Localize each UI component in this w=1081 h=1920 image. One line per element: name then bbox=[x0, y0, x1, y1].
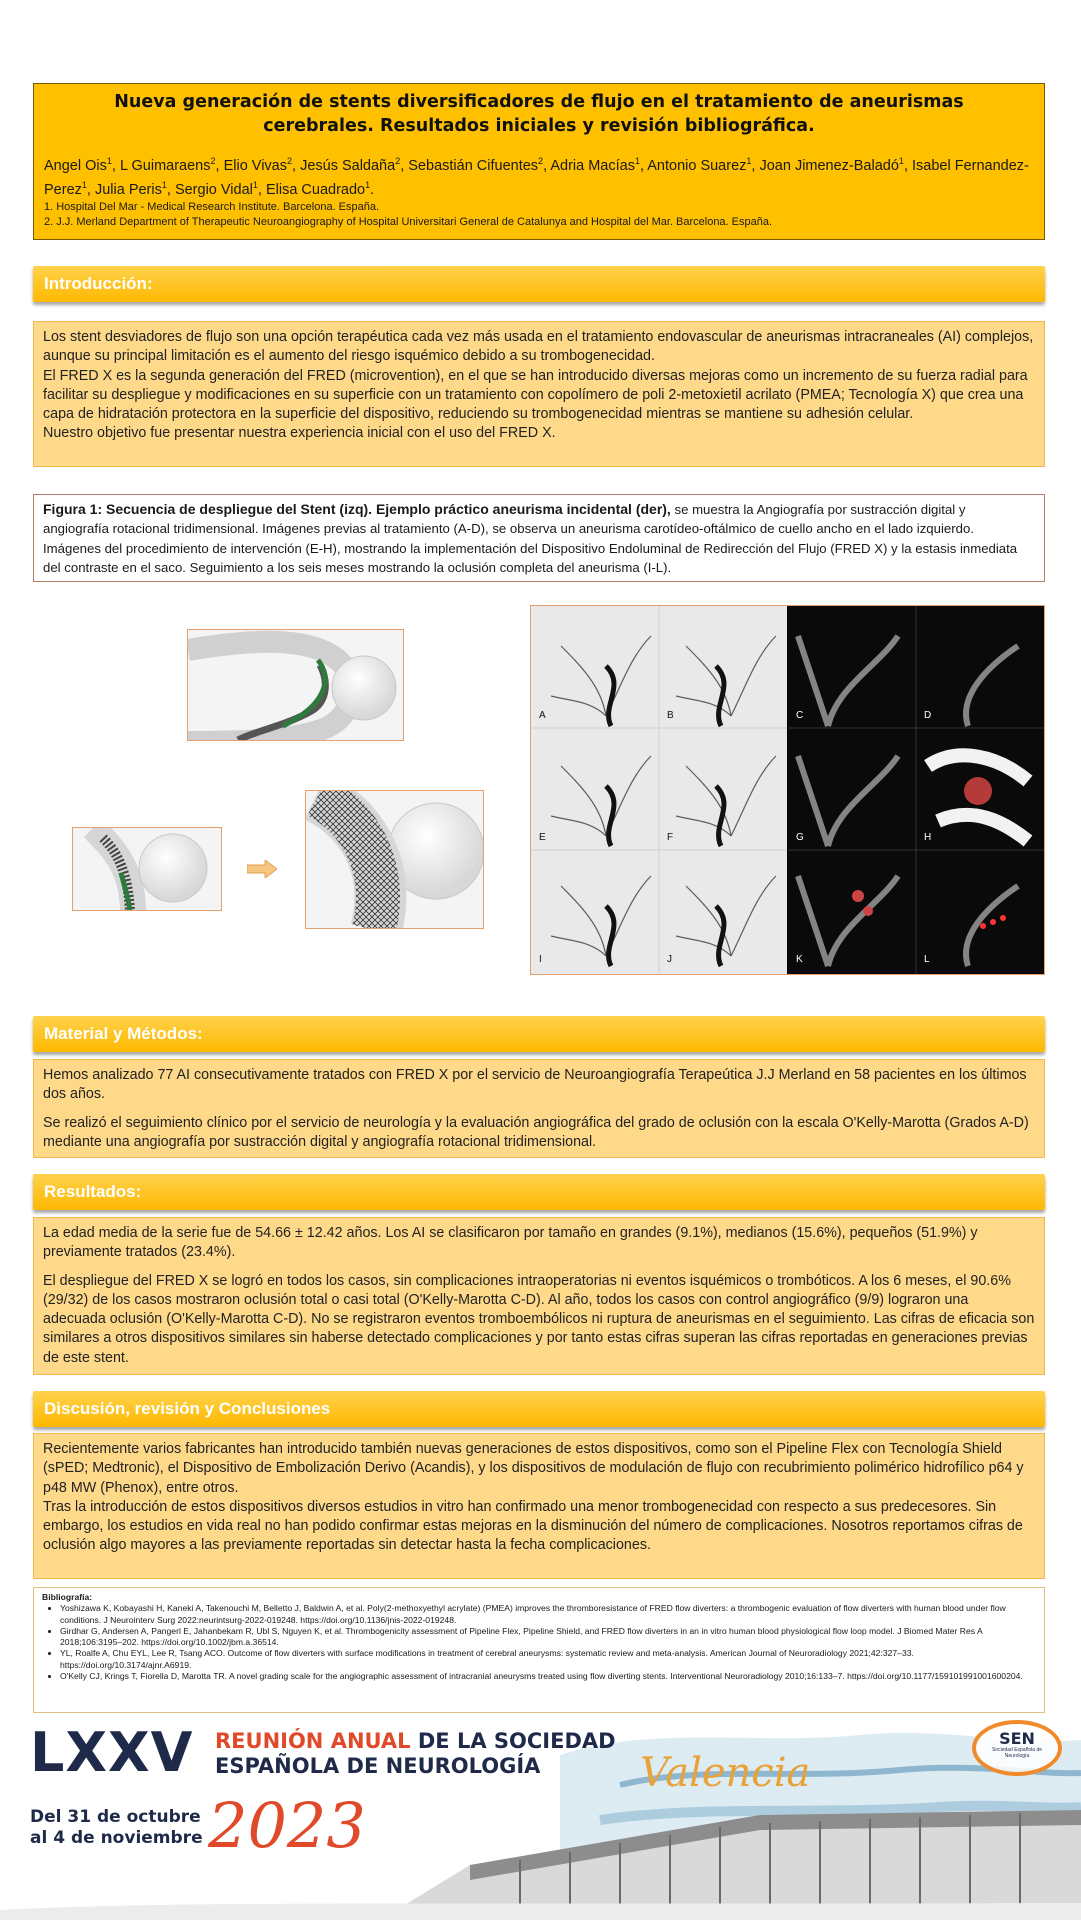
panel-label-a: A bbox=[539, 710, 546, 721]
author-name: Sebastián Cifuentes bbox=[408, 157, 539, 174]
reference-item: • O'Kelly CJ, Krings T, Fiorella D, Marotta TR. A novel grading scale for the angiographic assessment of intracranial aneurysms treated using flow diverting stents. Interventional Neuroradiology 2010;16:133–7. https://doi.org/10.1177/159101991001600204. bbox=[60, 1671, 1036, 1682]
congress-year: 2023 bbox=[208, 1789, 366, 1862]
stent-catheter-illustration bbox=[188, 630, 404, 741]
results-heading: Resultados: bbox=[33, 1174, 1045, 1210]
congress-banner bbox=[0, 1715, 1081, 1920]
sen-logo bbox=[972, 1720, 1062, 1776]
poster-title: Nueva generación de stents diversificadores de flujo en el tratamiento de aneurismas cerebrales. Resultados iniciales y revisión bibliográfica. bbox=[114, 92, 964, 136]
author-affiliation-index: 1 bbox=[252, 179, 258, 190]
bibliography-list bbox=[42, 1603, 1036, 1682]
congress-name-line2: ESPAÑOLA DE NEUROLOGÍA bbox=[215, 1754, 541, 1778]
congress-name bbox=[215, 1729, 616, 1779]
intro-line-3: Nuestro objetivo fue presentar nuestra experiencia inicial con el uso del FRED X. bbox=[43, 425, 556, 442]
author-affiliation-index: 2 bbox=[395, 156, 401, 166]
sen-logo-text: SEN bbox=[999, 1729, 1035, 1748]
panel-label-b: B bbox=[667, 710, 674, 721]
methods-panel bbox=[33, 1059, 1045, 1158]
figure-caption bbox=[33, 494, 1045, 582]
methods-paragraph-2: Se realizó el seguimiento clínico por el servicio de neurología y la evaluación angiográfica del grado de oclusión con la escala O'Kelly-Marotta (Grados A-D) mediante una angiografía por sustracción digital y angiografía rotacional tridimensional. bbox=[43, 1114, 1029, 1150]
intro-heading: Introducción: bbox=[33, 266, 1045, 302]
stent-image-2 bbox=[72, 827, 222, 911]
author-name: Julia Peris bbox=[94, 181, 162, 198]
dsa-vessels-illustration bbox=[531, 606, 787, 974]
arrow-right-icon bbox=[247, 860, 277, 878]
author-name: Adria Macías bbox=[550, 157, 635, 174]
panel-label-h: H bbox=[924, 832, 932, 843]
author-name: Antonio Suarez bbox=[647, 157, 747, 174]
rotational-angio-group bbox=[788, 606, 1044, 974]
panel-label-c: C bbox=[796, 710, 804, 721]
panel-label-d: D bbox=[924, 710, 932, 721]
bibliography-heading: Bibliografía: bbox=[42, 1592, 93, 1602]
results-paragraph-2: El despliegue del FRED X se logró en todos los casos, sin complicaciones intraoperatorias ni eventos isquémicos o trombóticos. A los 6 meses, el 90.6% (29/32) de los casos mostraron oclusión total o casi total (O'Kelly-Marotta C-D). Al año, todos los casos con control angiográfico (9/9) lograron una adecuada oclusión (O'Kelly-Marotta C-D). No se registraron eventos tromboembólicos ni ruptura de aneurismas en el seguimiento. Las cifras de eficacia son similares a otros dispositivos similares sin haberse detectado complicaciones y por tanto estas cifras superan las cifras reportadas en generaciones previas de este stent. bbox=[43, 1272, 1035, 1366]
panel-label-g: G bbox=[796, 832, 804, 843]
author-name: Jesús Saldaña bbox=[300, 157, 396, 174]
stent-opening-illustration bbox=[73, 828, 222, 911]
methods-paragraph-1: Hemos analizado 77 AI consecutivamente tratados con FRED X por el servicio de Neuroangiografía Terapeútica J.J Merland en 58 pacientes en los últimos dos años. bbox=[43, 1067, 1027, 1103]
angiography-figure bbox=[530, 605, 1045, 975]
reference-item: • YL, Roalfe A, Chu EYL, Lee R, Tsang ACO. Outcome of flow diverters with surface modifications in treatment of cerebral aneurysms: systematic review and meta-analysis. American Journal of Neuroradiology 2021;42:327–33. https://doi.org/10.3174/ajnr.A6919. bbox=[60, 1648, 1036, 1671]
affiliation-2: 2. J.J. Merland Department of Therapeutic Neuroangiography of Hospital Universitari General de Catalunya and Hospital del Mar. Barcelona. España. bbox=[44, 215, 773, 228]
sen-logo-subtitle: Sociedad Española de Neurología bbox=[991, 1747, 1043, 1759]
congress-roman-number: LXXV bbox=[30, 1721, 194, 1784]
dsa-panel-group bbox=[531, 606, 787, 974]
congress-name-rest: DE LA SOCIEDAD bbox=[410, 1729, 616, 1753]
bibliography bbox=[33, 1587, 1045, 1713]
author-list: Angel Ois$^1$, L Guimaraens$^2$, Elio Vivas$^2$, Jesús Saldaña$^2$, Sebastián Cifuentes$^2$, Adria Macías$^1$, Antonio Suarez$^1$, Joan Jimenez-Baladó$^1$, Isabel Fernandez-Perez$^1$, Julia Peris$^1$, Sergio Vidal$^1$, Elisa Cuadrado$^1$. bbox=[44, 156, 1029, 198]
stent-image-3 bbox=[305, 790, 484, 929]
author-affiliation-index: 1 bbox=[106, 156, 112, 166]
panel-label-j: J bbox=[667, 954, 672, 965]
figure-caption-text: se muestra la Angiografía por sustracción digital y angiografía rotacional tridimensional. Imágenes previas al tratamiento (A-D), se observa un aneurisma carotídeo-oftálmico de cuello ancho en el lado izquierdo. Imágenes del procedimiento de intervención (E-H), mostrando la implementación del Dispositivo Endoluminal de Redirección del Flujo (FRED X) y la estasis inmediata del contraste en el saco. Seguimiento a los seis meses mostrando la oclusión completa del aneurisma (I-L). bbox=[43, 502, 1018, 575]
methods-heading: Material y Métodos: bbox=[33, 1016, 1045, 1052]
author-affiliation-index: 1 bbox=[365, 179, 371, 190]
rotational-angio-illustration bbox=[788, 606, 1044, 974]
author-affiliation-index: 1 bbox=[161, 179, 167, 190]
city-name: Valencia bbox=[640, 1750, 811, 1796]
stent-deployed-illustration bbox=[306, 791, 484, 929]
figure-caption-bold: Figura 1: Secuencia de despliegue del Stent (izq). Ejemplo práctico aneurisma incidental (der), bbox=[43, 501, 671, 517]
reference-item: • Girdhar G, Andersen A, Pangerl E, Jahanbekam R, Ubl S, Nguyen K, et al. Thrombogenicity assessment of Pipeline Flex, Pipeline Shield, and FRED flow diverters in an in vitro human blood physiological flow loop model. J Biomed Mater Res A 2018;106:3195–202. https://doi.org/10.1002/jbm.a.36514. bbox=[60, 1626, 1036, 1649]
panel-label-l: L bbox=[924, 954, 930, 965]
reference-item: • Yoshizawa K, Kobayashi H, Kaneki A, Takenouchi M, Belletto J, Baldwin A, et al. Poly(2-methoxyethyl acrylate) (PMEA) improves the thromboresistance of FRED flow diverters: a thrombogenic evaluation of flow diverters with human blood under flow conditions. J Neurointerv Surg 2022:neurintsurg-2022-019248. https://doi.org/10.1136/jnis-2022-019248. bbox=[60, 1603, 1036, 1626]
stent-image-1 bbox=[187, 629, 404, 741]
discussion-line-1: Recientemente varios fabricantes han introducido también nuevas generaciones de estos dispositivos, como son el Pipeline Flex con Tecnología Shield (sPED; Medtronic), el Dispositivo de Embolización Derivo (Acandis), y los dispositivos de modulación de flujo con recubrimiento polimérico hidrofílico p64 y p48 MW (Phenox), entre otros. bbox=[43, 1441, 1024, 1496]
results-paragraph-1: La edad media de la serie fue de 54.66 ± 12.42 años. Los AI se clasificaron por tamaño en grandes (9.1%), medianos (15.6%), pequeños (51.9%) y previamente tratados (23.4%). bbox=[43, 1225, 978, 1261]
dates-line-1: Del 31 de octubre bbox=[30, 1807, 201, 1827]
congress-dates bbox=[30, 1807, 203, 1849]
author-affiliation-index: 2 bbox=[538, 156, 544, 166]
intro-panel bbox=[33, 321, 1045, 467]
panel-label-e: E bbox=[539, 832, 546, 843]
discussion-heading: Discusión, revisión y Conclusiones bbox=[33, 1391, 1045, 1427]
discussion-line-2: Tras la introducción de estos dispositivos diversos estudios in vitro han confirmado una menor trombogenecidad con respecto a sus predecesores. Sin embargo, los estudios en vida real no han podido confirmar estas mejoras en la disminución del número de complicaciones. Nosotros reportamos cifras de oclusión algo mayores a las previamente reportadas sin detectar hasta la fecha complicaciones. bbox=[43, 1498, 1023, 1554]
affiliation-1: 1. Hospital Del Mar - Medical Research Institute. Barcelona. España. bbox=[44, 200, 380, 213]
author-name: Joan Jimenez-Baladó bbox=[759, 157, 899, 174]
panel-label-f: F bbox=[667, 832, 674, 843]
author-affiliation-index: 1 bbox=[746, 156, 752, 166]
author-name: Angel Ois bbox=[44, 157, 107, 174]
dates-line-2: al 4 de noviembre bbox=[30, 1828, 203, 1848]
author-affiliation-index: 1 bbox=[634, 156, 640, 166]
intro-line-1: Los stent desviadores de flujo son una opción terapéutica cada vez más usada en el tratamiento endovascular de aneurismas intracraneales (AI) complejos, aunque su principal limitación es el aumento del riesgo isquémico debido a su trombogenecidad. bbox=[43, 329, 1034, 365]
intro-line-2: El FRED X es la segunda generación del FRED (microvention), en el que se han introducido diversas mejoras como un incremento de su fuerza radial para facilitar su despliegue y modificaciones en su superficie con un tratamiento con copolímero de poli 2-metoxietil acrilato (PMEA; Tecnología X) que crea una capa de hidratación protectora en la superficie del dispositivo, reduciendo su trombogenecidad mientras se mantiene su adhesión celular. bbox=[43, 367, 1028, 423]
author-affiliation-index: 1 bbox=[898, 156, 904, 166]
congress-name-accent: REUNIÓN ANUAL bbox=[215, 1729, 411, 1753]
panel-label-i: I bbox=[539, 954, 542, 965]
results-panel bbox=[33, 1217, 1045, 1375]
author-affiliation-index: 2 bbox=[286, 156, 292, 166]
author-affiliation-index: 2 bbox=[210, 156, 216, 166]
panel-label-k: K bbox=[796, 954, 803, 965]
discussion-panel bbox=[33, 1433, 1045, 1579]
author-name: Elisa Cuadrado bbox=[265, 181, 366, 198]
author-name: Isabel Fernandez-Perez bbox=[44, 157, 1029, 198]
author-affiliation-index: 1 bbox=[81, 179, 87, 190]
author-name: L Guimaraens bbox=[119, 157, 211, 174]
author-name: Elio Vivas bbox=[223, 157, 287, 174]
author-name: Sergio Vidal bbox=[174, 181, 253, 198]
title-block bbox=[33, 83, 1045, 240]
